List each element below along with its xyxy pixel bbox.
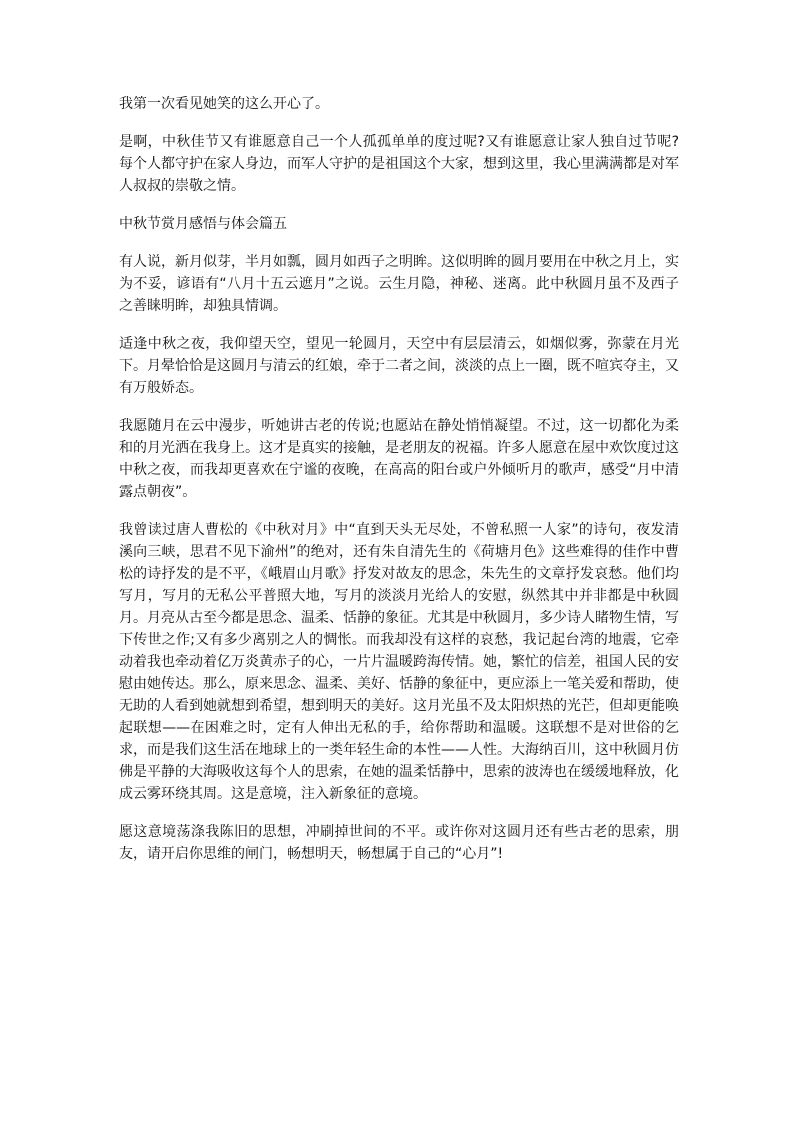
document-body	[119, 93, 679, 881]
paragraph-5: 我愿随月在云中漫步，听她讲古老的传说;也愿站在静处悄悄凝望。不过，这一切都化为柔和的月光洒在我身上。这才是真实的接触，是老朋友的祝福。许多人愿意在屋中欢饮度过这中秋之夜，而我却更喜欢在宁谧的夜晚，在高高的阳台或户外倾听月的歌声，感受“月中清露点朝夜”。	[119, 418, 679, 500]
section-heading: 中秋节赏月感悟与体会篇五	[119, 216, 287, 232]
paragraph-2: 是啊，中秋佳节又有谁愿意自己一个人孤孤单单的度过呢?又有谁愿意让家人独自过节呢?每个人都守护在家人身边，而军人守护的是祖国这个大家，想到这里，我心里满满都是对军人叔叔的崇敬之情。	[119, 134, 679, 194]
paragraph-3: 有人说，新月似芽，半月如瓢，圆月如西子之明眸。这似明眸的圆月要用在中秋之月上，实为不妥，谚语有“八月十五云遮月”之说。云生月隐，神秘、迷离。此中秋圆月虽不及西子之善睐明眸，却独具情调。	[119, 254, 679, 314]
paragraph-7: 愿这意境荡涤我陈旧的思想，冲刷掉世间的不平。或许你对这圆月还有些古老的思索，朋友，请开启你思维的闸门，畅想明天，畅想属于自己的“心月”!	[119, 824, 679, 862]
paragraph-1: 我第一次看见她笑的这么开心了。	[119, 96, 329, 112]
paragraph-4: 适逢中秋之夜，我仰望天空，望见一轮圆月，天空中有层层清云，如烟似雾，弥蒙在月光下。月晕恰恰是这圆月与清云的红娘，牵于二者之间，淡淡的点上一圈，既不喧宾夺主，又有万般娇态。	[119, 336, 679, 396]
paragraph-6: 我曾读过唐人曹松的《中秋对月》中“直到天头无尽处，不曾私照一人家”的诗句，夜发清溪向三峡，思君不见下渝州”的绝对，还有朱自清先生的《荷塘月色》这些难得的佳作中曹松的诗抒发的是不平，《峨眉山月歌》抒发对故友的思念，朱先生的文章抒发哀愁。他们均写月，写月的无私公平普照大地，写月的淡淡月光给人的安慰，纵然其中并非都是中秋圆月。月亮从古至今都是思念、温柔、恬静的象征。尤其是中秋圆月，多少诗人睹物生情，写下传世之作;又有多少离别之人的惆怅。而我却没有这样的哀愁，我记起台湾的地震，它牵动着我也牵动着亿万炎黄赤子的心，一片片温暖跨海传情。她，繁忙的信差，祖国人民的安慰由她传达。那么，原来思念、温柔、美好、恬静的象征中，更应添上一笔关爱和帮助，使无助的人看到她就想到希望，想到明天的美好。这月光虽不及太阳炽热的光芒，但却更能唤起联想——在困难之时，定有人伸出无私的手，给你帮助和温暖。这联想不是对世俗的乞求，而是我们这生活在地球上的一类年轻生命的本性——人性。大海纳百川，这中秋圆月仿佛是平静的大海吸收这每个人的思索，在她的温柔恬静中，思索的波涛也在缓缓地释放，化成云雾环绕其周。这是意境，注入新象征的意境。	[119, 522, 679, 802]
